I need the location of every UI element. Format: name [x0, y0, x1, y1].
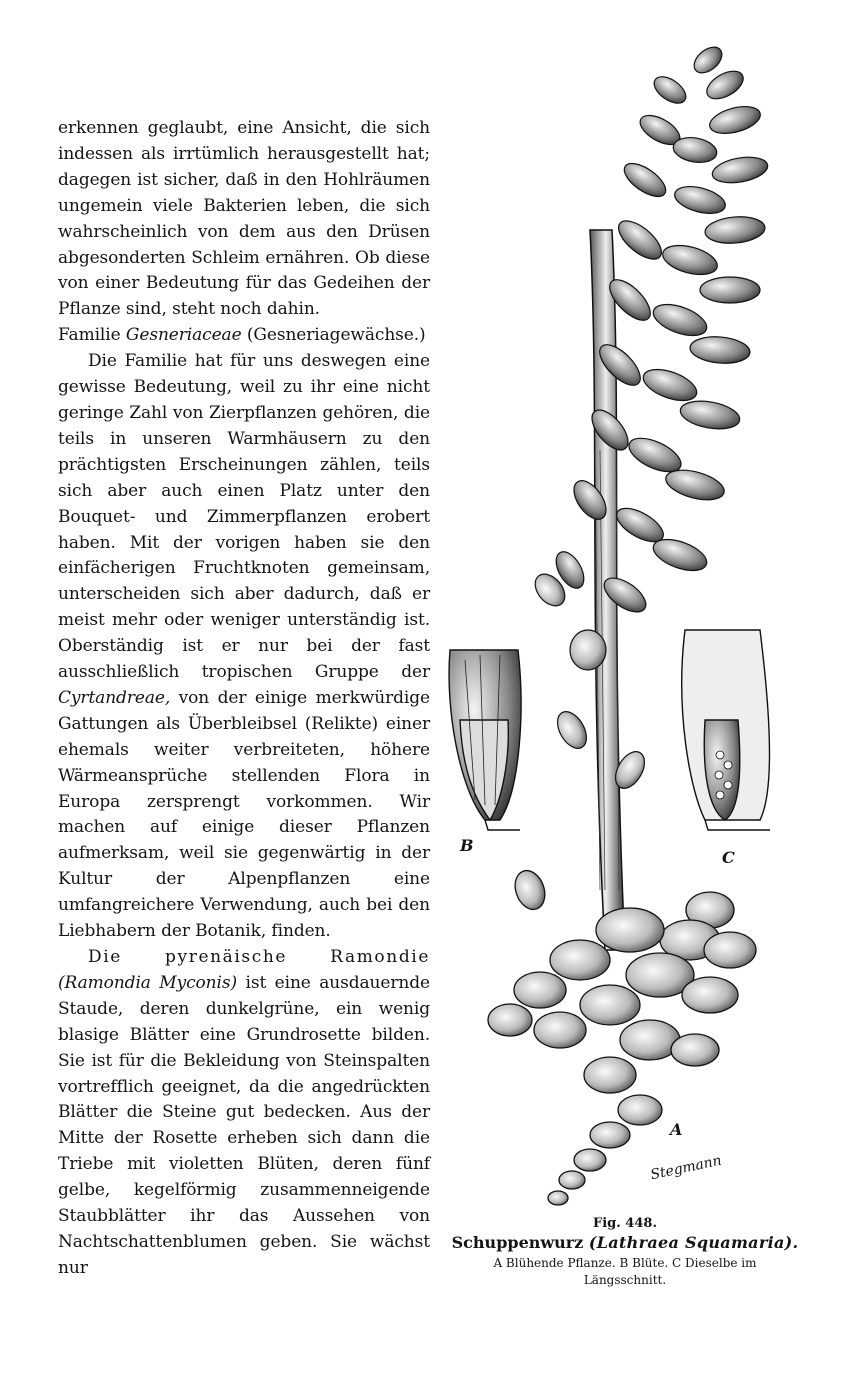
- flower-detail-b: [449, 650, 521, 830]
- section-heading: [58, 323, 430, 349]
- paragraph-family-part2: von der einige merkwürdige Gattungen als Überbleibsel (Relikte) einer ehemals weiter verbreiteten, höhere Wärmeansprüche stellenden Flora in Europa zersprengt vorkommen. Wir machen auf einige dieser Pflanzen aufmerksam, weil sie gegenwärtig in der Kultur der Alpenpflanzen eine umfangreichere Verwendung, auch bei den Liebhabern der Botanik, finden.: [58, 687, 430, 942]
- figure-label-b: B: [460, 836, 474, 855]
- figure-title: [430, 1233, 820, 1252]
- figure-number: Fig. 448.: [593, 1216, 657, 1231]
- figure-legend-line2: Längsschnitt.: [583, 1273, 667, 1287]
- paragraph-ramondia: [58, 945, 430, 1282]
- figure-label-c: C: [722, 848, 735, 867]
- text-column: [58, 116, 430, 1282]
- paragraph-bacteria: erkennen geglaubt, eine Ansicht, die sich indessen als irrtümlich herausgestellt hat; dagegen ist sicher, daß in den Hohlräumen ungemein viele Bakterien leben, die sich wahrscheinlich von dem aus den Drüsen abgesonderten Schleim ernähren. Ob diese von einer Bedeutung für das Gedeihen der Pflanze sind, steht noch dahin.: [58, 118, 430, 320]
- ramondia-latin-name: (Ramondia Myconis): [58, 972, 237, 993]
- paragraph-family: [58, 349, 430, 945]
- heading-german-name: (Gesneriagewächse.): [246, 325, 426, 346]
- heading-latin-name: Gesneriaceae: [125, 325, 242, 346]
- paragraph-family-part1: Die Familie hat für uns deswegen eine gewisse Bedeutung, weil zu ihr eine nicht geringe Zahl von Zierpflanzen gehören, die teils in unseren Warmhäusern zu den prächtigsten Erscheinungen zählen, teils sich aber auch einen Platz unter den Bouquet- und Zimmerpflanzen erobert haben. Mit der vorigen haben sie den einfächerigen Fruchtknoten gemeinsam, unterscheiden sich aber dadurch, daß er meist mehr oder weniger unterständig ist. Oberständig ist er nur bei der fast ausschließlich tropischen Gruppe der: [58, 351, 430, 683]
- figure-legend-line1: A Blühende Pflanze. B Blüte. C Dieselbe im: [493, 1256, 757, 1270]
- figure-label-a: A: [670, 1120, 683, 1139]
- ramondia-common-name: Die pyrenäische Ramondie: [88, 947, 430, 967]
- figure-title-german: Schuppenwurz: [451, 1233, 584, 1252]
- botanical-illustration: [440, 30, 820, 1230]
- flower-raceme: [550, 42, 769, 619]
- paragraph-ramondia-body: ist eine ausdauernde Staude, deren dunkelgrüne, ein wenig blasige Blätter eine Grundrosette bilden. Sie ist für die Bekleidung von Steinspalten vortrefflich geeignet, da die angedrückten Blätter die Steine gut bedecken. Aus der Mitte der Rosette erheben sich dann die Triebe mit violetten Blüten, deren fünf gelbe, kegelförmig zusammenneigende Staubblätter ihr das Aussehen von Nachtschattenblumen geben. Sie wächst nur: [58, 972, 430, 1278]
- lathraea-drawing: [440, 30, 820, 1230]
- cyrtandreae-name: Cyrtandreae,: [58, 687, 171, 708]
- artist-signature: Stegmann: [649, 1152, 724, 1184]
- heading-prefix: Familie: [58, 325, 121, 346]
- figure-caption: [430, 1216, 820, 1289]
- figure-legend: [430, 1255, 820, 1289]
- flower-detail-c: [682, 630, 770, 830]
- figure-title-latin: (Lathraea Squamaria).: [588, 1233, 799, 1252]
